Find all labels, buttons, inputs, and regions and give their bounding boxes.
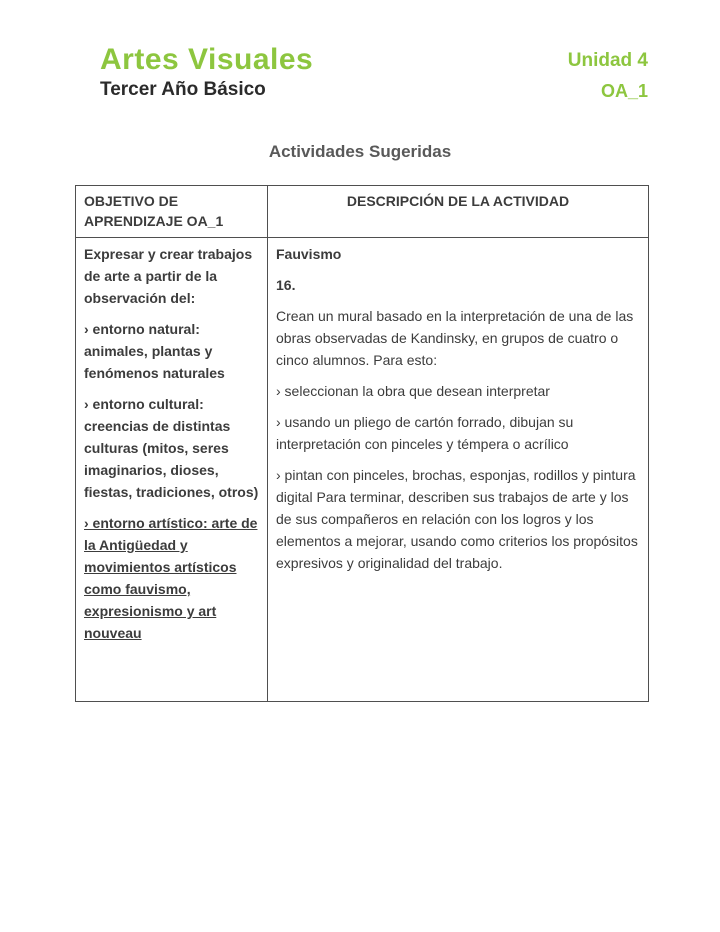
- header-left: [100, 44, 313, 101]
- activity-step: › pintan con pinceles, brochas, esponjas, rodillos y pintura digital Para terminar, describen sus trabajos de arte y los de sus compañeros en relación con los logros y los elementos a mejorar, usando como criterios los propósitos expresivos y originalidad del trabajo.: [276, 467, 638, 571]
- activity-step: › usando un pliego de cartón forrado, dibujan su interpretación con pinceles y témpera o acrílico: [276, 414, 574, 452]
- header-right: [568, 44, 648, 102]
- oa-label: OA_1: [600, 81, 648, 101]
- objective-item-cultural: › entorno cultural: creencias de distintas culturas (mitos, seres imaginarios, dioses, fiestas, tradiciones, otros): [84, 396, 259, 500]
- objective-item-artistic: › entorno artístico: arte de la Antigüedad y movimientos artísticos como fauvismo, expresionismo y art nouveau: [84, 515, 258, 641]
- objective-cell: [76, 238, 268, 702]
- activity-cell: [268, 238, 649, 702]
- activity-intro: Crean un mural basado en la interpretación de una de las obras observadas de Kandinsky, en grupos de cuatro o cinco alumnos. Para esto:: [276, 308, 634, 368]
- objective-intro: Expresar y crear trabajos de arte a partir de la observación del:: [84, 246, 253, 306]
- table-row: [76, 238, 649, 702]
- subject-title: Artes Visuales: [100, 43, 314, 76]
- objective-item-natural: › entorno natural: animales, plantas y fenómenos naturales: [84, 321, 225, 381]
- grade-subtitle: Tercer Año Básico: [100, 79, 266, 100]
- column-header-description: DESCRIPCIÓN DE LA ACTIVIDAD: [268, 186, 649, 238]
- unit-label: Unidad 4: [567, 50, 648, 71]
- activity-number: 16.: [276, 277, 296, 293]
- page-title: Actividades Sugeridas: [268, 142, 452, 161]
- activity-step: › seleccionan la obra que desean interpretar: [276, 383, 550, 399]
- document-header: [0, 0, 720, 102]
- activity-table: [75, 185, 649, 702]
- activity-topic: Fauvismo: [276, 246, 342, 262]
- table-header-row: [76, 186, 649, 238]
- column-header-objective: OBJETIVO DE APRENDIZAJE OA_1: [76, 186, 268, 238]
